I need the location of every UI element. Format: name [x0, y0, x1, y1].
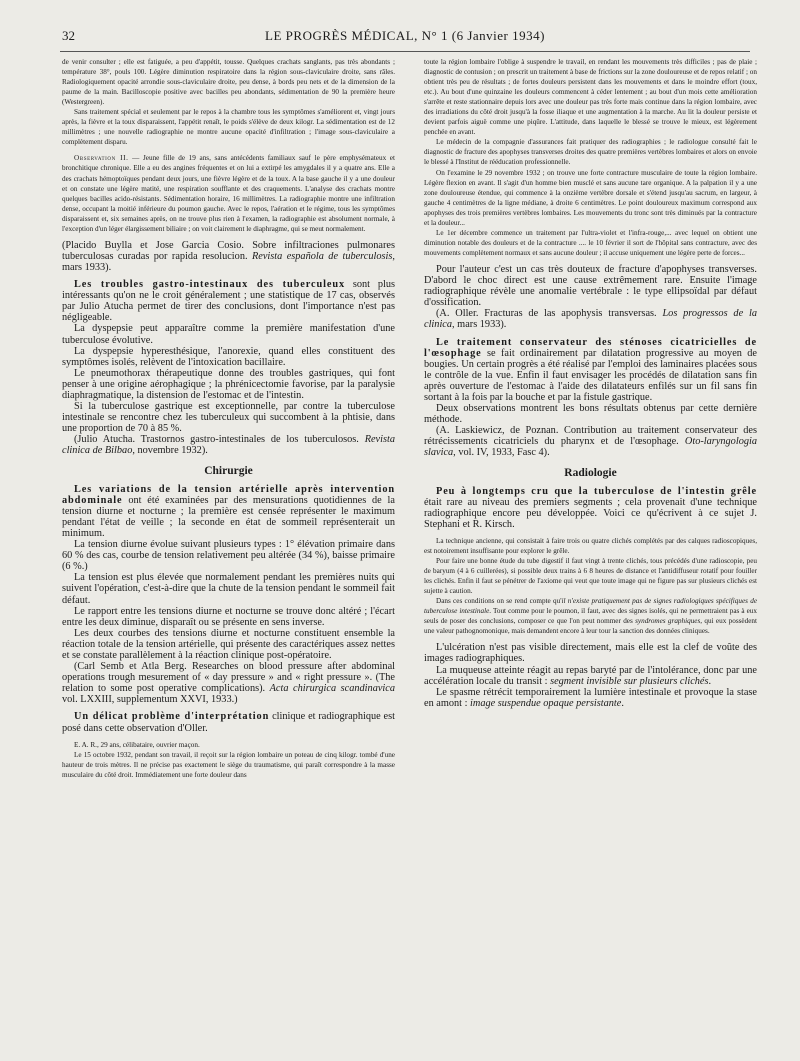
article-text: sont plus intéressants qu'on ne le croit généralement ; une statistique de 17 cas, observés par Julio Atucha permet de tirer des conclusions, dont l'importance n'est pas négligeable. — [62, 279, 395, 324]
article-text: était rare au niveau des premiers segments ; cela provenait d'une technique radiographique encore peu développée. Voici ce qu'écrivent à ce sujet J. Stephani et R. Kirsch. — [424, 496, 757, 530]
article-paragraph — [62, 711, 395, 733]
article-paragraph: Le rapport entre les tensions diurne et nocturne se trouve donc altéré ; l'écart entre les deux diminue, disparaît ou se présente en sens inverse. — [62, 605, 395, 628]
article-lead: Le traitement conservateur des sténoses cicatricielles de l'œsophage — [424, 336, 757, 359]
article-text: ont été examinées par des mensurations quotidiennes de la tension diurne et nocturne ; la première est censée représenter le maximum pendant l'état de veille ; la seconde en état de sommeil représenterait un minimum. — [62, 494, 395, 539]
article-lead: Peu à longtemps cru que la tuberculose de l'intestin grêle — [436, 485, 757, 497]
reference — [62, 434, 395, 456]
observation-ii — [62, 153, 395, 233]
left-column — [62, 57, 395, 1047]
article-paragraph — [424, 665, 757, 687]
article-paragraph — [424, 687, 757, 709]
reference-date: , mars 1933). — [452, 319, 507, 331]
article-paragraph: La tension diurne évolue suivant plusieurs types : 1° élévation primaire dans 60 % des cas, courbe de tension relativement peu altérée (34 %), baisse primaire (6 %.) — [62, 539, 395, 573]
article-paragraph: La dyspepsie hyperesthésique, l'anorexie, quand elles constituent des symptômes isolés, relèvent de l'intoxication bacillaire. — [62, 345, 395, 368]
quoted-emphasis: il n'existe pratiquement pas de signes radiologiques spécifiques de tuberculose intestinale — [424, 597, 757, 616]
reference-date: vol. LXXIII, supplementum XXVI, 1933.) — [62, 694, 238, 706]
observation-text: Le médecin de la compagnie d'assurances fait pratiquer des radiographies ; le radiologue consulté fait le diagnostic de fracture des apophyses transverses droites des quatre premières vertèbres lombaires et alors on envoie le blessé à l'Institut de rééducation professionnelle. — [424, 138, 757, 167]
observation-label: Observation II. — [74, 154, 129, 163]
page-number: 32 — [62, 28, 75, 43]
quoted-text: Pour faire une bonne étude du tube digestif il faut vingt à trente clichés, tous précédés d'une radioscopie, peu de baryum (4 à 6 cuillerées), si possible deux trains à 6 8 heures de distance et l'antidiffuseur rotatif pour fouiller les clichés. Enfin il faut se pénétrer de l'axiome qui veut que toute image qui ne figure pas sur plusieurs clichés est sujette à caution. — [424, 557, 757, 596]
article-paragraph: Les deux courbes des tensions diurne et nocturne constituent ensemble la réaction totale de la tension artérielle, qui présente des caractériques assez nettes et se constate parallèlement à la réaction clinique post-opératoire. — [62, 627, 395, 661]
reference-date: , vol. IV, 1933, Fasc 4). — [453, 447, 550, 459]
observation-text: E. A. R., 29 ans, célibataire, ouvrier maçon. — [74, 740, 200, 749]
reference — [424, 425, 757, 458]
right-column — [424, 57, 757, 1047]
quoted-text-part: Dans ces conditions on se rend compte qu' — [436, 597, 562, 606]
article-text: . — [621, 697, 624, 709]
reference-journal: Revista clinica de Bilbao — [62, 434, 395, 457]
article-paragraph — [424, 486, 757, 530]
article-paragraph: Deux observations montrent les bons résultats obtenus par cette dernière méthode. — [424, 403, 757, 426]
section-heading-radiologie: Radiologie — [564, 466, 617, 479]
article-paragraph — [62, 484, 395, 539]
reference-date: , mars 1933). — [62, 250, 395, 273]
reference-text: (Carl Semb et Atla Berg. Researches on blood pressure after abdominal operations trough mesurement of « day pressure » and « right pressure ». (The relation to some post operative complications). — [62, 661, 395, 695]
reference-date: , novembre 1932). — [132, 445, 208, 457]
observation-text: — Jeune fille de 19 ans, sans antécédents familiaux sauf le père emphysémateux et bronchitique chronique. Elle a eu des angines fréquentes et on lui a extirpé les amygdales il y a quatre ans. Elle a des crachats hémoptoïques pendant deux jours, une fièvre légère et de la toux. A la base gauche il y a une douleur et on constate une légère matité, une respiration soufflante et des craquements. L'analyse des crachats montre quelques bacilles acido-résistants. Sédimentation horaire, 16 millimètres. La radiographie montre une infiltration dense, occupant la moitié inférieure du poumon gauche. Avec le repos, l'aération et le régime, tous les symptômes disparaissent et, six semaines après, on ne trouve plus rien à l'examen, la radiographie est absolument normale, à l'exception d'un léger élargissement biliaire ; on voit clairement le diaphragme, qui se meut normalement. — [62, 154, 395, 233]
observation-text: de venir consulter ; elle est fatiguée, a peu d'appétit, tousse. Quelques crachats sanglants, pas très abondants ; température 38°, pouls 100. Légère diminution respiratoire dans la région sous-claviculaire droite, sans râles. Radiologiquement opacité arrondie sous-claviculaire droite, peu dense, à bords peu nets et de la dimension de la paume de la main. Bacilloscopie positive avec bacilles peu abondants, sédimentation de 90 la première heure (Westergreen). — [62, 58, 395, 107]
header-rule — [60, 51, 750, 52]
observation-text: toute la région lombaire l'oblige à suspendre le travail, en rendant les mouvements très difficiles ; pas de plaie ; diagnostic de contusion ; on prescrit un traitement à base de frictions sur la zone douloureuse et de repos relatif ; on obtient très peu de résultats ; de fortes douleurs persistent dans les mouvements et dans le moindre effort (toux, etc.). Au bout d'une quinzaine les douleurs commencent à céder lentement ; au bout d'un mois cette amélioration s'arrête et reste stationnaire depuis lors avec une douleur pas très forte mais continue dans la région lombaire, avec des irradiations du côté droit jusqu'à la fosse iliaque et une augmentation à la marche. Au lit la douleur persiste et devient parfois aiguë comme une piqûre. L'attitude, dans laquelle le blessé se trouve le mieux, est légèrement penchée en avant. — [424, 58, 757, 137]
quoted-text-part: . Tout comme pour le poumon, il faut, avec des signes isolés, qui ne permettraient pas à eux seuls de poser des conclusions, composer ce que l'on peut nommer des — [424, 607, 757, 626]
reference — [62, 661, 395, 705]
article-text: La muqueuse atteinte réagit au repas baryté par de l'intolérance, donc par une accélération locale du transit : — [424, 664, 757, 687]
quoted-text: La technique ancienne, qui consistait à faire trois ou quatre clichés complétés par des calques radioscopiques, est notoirement insuffisante pour explorer le grêle. — [424, 536, 757, 555]
page-header — [60, 28, 750, 48]
article-text: . — [708, 675, 712, 687]
observation-text: On l'examine le 29 novembre 1932 ; on trouve une forte contracture musculaire de toute la région lombaire. Légère flexion en avant. Il s'agit d'un homme bien musclé et sans aucune tare organique. A la palpation il y a une zone douloureuse étendue, qui commence à la onzième vertèbre dorsale et s'étend jusqu'au sacrum, en largeur, à gauche 4 centimètres de la ligne médiane, à droite 6 centimètres. Le point douloureux maximum correspond aux apophyses des trois premières vertèbres lombaires. Les mouvements du tronc sont très diminués par la contracture et la douleur... — [424, 168, 757, 227]
article-paragraph: La dyspepsie peut apparaître comme la première manifestation d'une tuberculose évolutive. — [62, 323, 395, 346]
article-paragraph: Pour l'auteur c'est un cas très douteux de fracture d'apophyses transverses. D'abord le choc direct est une cause extrêmement rare. Ensuite l'image radiographique révèle une anomalie vertébrale : le type ellipsoïdal par défaut d'ossification. — [424, 263, 757, 309]
article-paragraph: Le pneumothorax thérapeutique donne des troubles gastriques, qui font penser à une origine aérophagique ; la phrénicectomie favorise, par la paralysie diaphragmatique, la distension de l'estomac et de l'intestin. — [62, 367, 395, 402]
reference-journal: Oto-laryngologia slavica — [424, 436, 757, 459]
reference — [62, 240, 395, 273]
observation-text: Le 15 octobre 1932, pendant son travail, il reçoit sur la région lombaire un poteau de cinq kilogr. tombé d'une hauteur de trois mètres. Il ne précise pas exactement le siège du traumatisme, qui paraît correspondre à la masse musculaire du côté droit. Immédiatement une forte douleur dans — [62, 750, 395, 779]
observation-text: Sans traitement spécial et seulement par le repos à la chambre tous les symptômes s'améliorent et, vingt jours après, la fièvre et la toux disparaissent, l'appétit renaît, le poids s'élève de deux kilogr. La sédimentation est de 12 millimètres ; une nouvelle radiographie ne montre aucune opacité d'infiltration ; l'image sous-claviculaire a complètement disparu. — [62, 108, 395, 147]
article-lead: Les variations de la tension artérielle après intervention abdominale — [62, 483, 395, 506]
reference-text: (A. Laskiewicz, de Poznan. Contribution au traitement conservateur des rétrécissements cicatriciels du pharynx et de l'œsophage. — [424, 425, 757, 448]
reference-journal: Los progressos de la clinica — [424, 308, 757, 331]
quoted-text — [424, 596, 757, 636]
article-emphasis: image suspendue opaque persistante — [470, 697, 622, 709]
article-lead: Les troubles gastro-intestinaux des tuberculeux — [74, 279, 345, 291]
journal-title: LE PROGRÈS MÉDICAL, N° 1 (6 Janvier 1934) — [265, 28, 545, 43]
reference-text: (Julio Atucha. Trastornos gastro-intestinales de los tuberculosos. — [74, 434, 365, 446]
reference-journal: Acta chirurgica scandinavica — [269, 683, 395, 695]
article-text: se fait ordinairement par dilatation progressive au moyen de bougies. Un certain progrès a été réalisé par l'emploi des laminaires placées sous le contrôle de la vue. Enfin il faut envisager les procédés de dilatation sans fin après ouverture de l'estomac à l'aide des dilatateurs enfilés sur un fil sans fin sortant à la fois par la bouche et par la fistule gastrique. — [424, 347, 757, 403]
article-paragraph — [424, 337, 757, 404]
quoted-emphasis: syndromes graphiques — [635, 617, 701, 626]
quoted-text-part: , qui eux possèdent une valeur pathognomonique, mais demandent encore à leur tour la sanction des données cliniques. — [424, 617, 757, 636]
reference-journal: Revista española de tuberculosis — [251, 250, 393, 262]
article-text: Le spasme rétrécit temporairement la lumière intestinale et provoque la stase en amont : — [424, 686, 757, 709]
observation-text: Le 1er décembre commence un traitement par l'ultra-violet et l'infra-rouge,... avec lequel on obtient une diminution notable des douleurs et de la contracture .... le 10 février il sort de l'hôpital sans contracture, avec des mouvements complètement normaux et sans aucune douleur ; il accuse uniquement une légère perte de forces... — [424, 228, 757, 257]
article-paragraph: Si la tuberculose gastrique est exceptionnelle, par contre la tuberculose intestinale se rencontre chez les tuberculeux qui succombent à la phtisie, dans une proportion de 70 à 85 %. — [62, 401, 395, 435]
article-paragraph: La tension est plus élevée que normalement pendant les premières nuits qui suivent l'opération, c'est-à-dire que la chute de la tension pendant le sommeil fait défaut. — [62, 572, 395, 606]
reference — [424, 308, 757, 330]
article-paragraph — [62, 279, 395, 323]
article-paragraph: L'ulcération n'est pas visible directement, mais elle est la clef de voûte des images radiographiques. — [424, 642, 757, 665]
article-text: clinique et radiographique est posé dans cette observation d'Oller. — [62, 711, 395, 734]
article-lead: Un délicat problème d'interprétation — [74, 711, 270, 723]
article-emphasis: segment invisible sur plusieurs clichés — [550, 675, 709, 687]
reference-text: (A. Oller. Fracturas de las apophysis transversas. — [436, 308, 663, 320]
reference-text: (Placido Buylla et Jose Garcia Cosio. Sobre infiltraciones pulmonares tuberculosas curadas por rapida resolucion. — [62, 239, 395, 262]
section-heading-chirurgie: Chirurgie — [204, 464, 253, 477]
